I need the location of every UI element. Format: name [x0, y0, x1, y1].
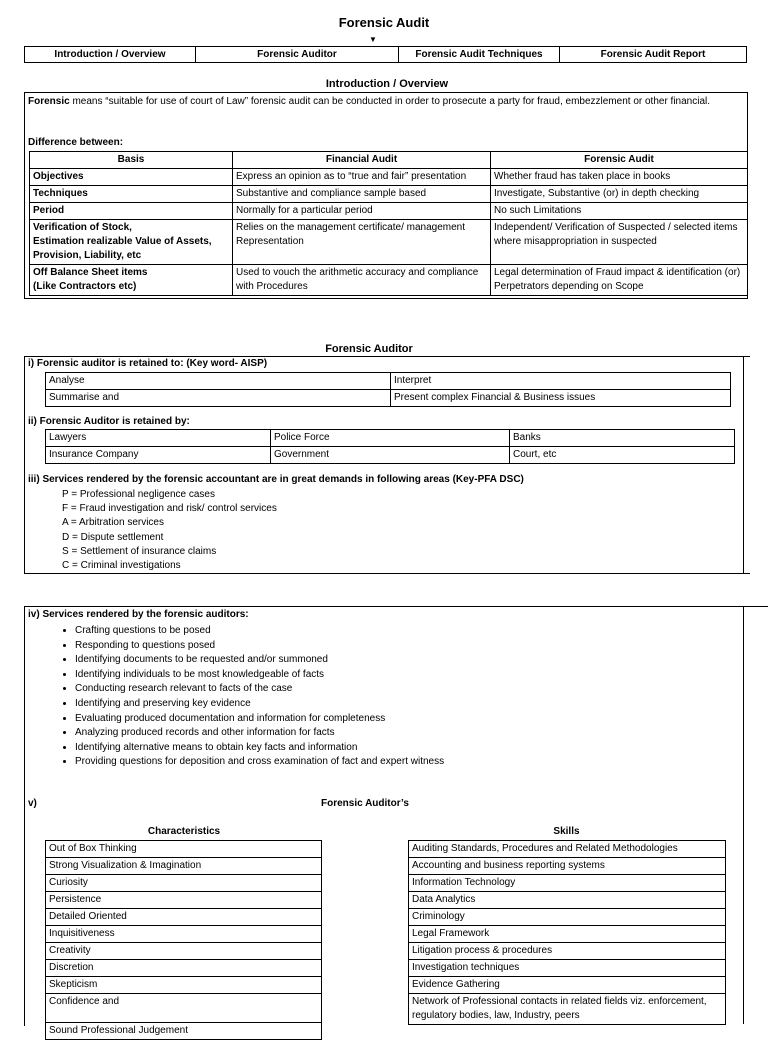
table-row	[409, 960, 726, 977]
cell: Summarise and	[46, 390, 391, 407]
table-row	[409, 977, 726, 994]
services-list	[25, 624, 768, 770]
difference-label: Difference between:	[28, 137, 124, 148]
cell: Litigation process & procedures	[409, 943, 726, 960]
cell: Detailed Oriented	[46, 909, 322, 926]
basis-line: Period	[33, 205, 65, 216]
basis-line: Verification of Stock,	[33, 222, 132, 233]
divider	[743, 606, 744, 1024]
table-row	[409, 858, 726, 875]
definition-term: Forensic	[28, 96, 70, 107]
basis-cell	[30, 186, 233, 203]
col-forensic-audit: Forensic Audit	[491, 152, 748, 169]
difference-table	[29, 151, 748, 296]
cell: Police Force	[271, 430, 510, 447]
auditor-heading: Forensic Auditor	[325, 343, 413, 355]
cell: Banks	[510, 430, 735, 447]
list-item: • Identifying individuals to be most knowledgeable of facts	[75, 668, 768, 683]
list-item: • Conducting research relevant to facts of the case	[75, 682, 768, 697]
list-item: • Crafting questions to be posed	[75, 624, 768, 639]
forensic-cell: No such Limitations	[491, 203, 748, 220]
nav-tab-introduction[interactable]: Introduction / Overview	[25, 47, 196, 63]
characteristics-table	[45, 840, 322, 1040]
retained-to-label: i) Forensic auditor is retained to: (Key word- AISP)	[28, 358, 268, 369]
table-row	[30, 265, 748, 296]
nav-bar	[24, 46, 747, 63]
retained-to-table	[45, 372, 731, 407]
cell: Government	[271, 447, 510, 464]
list-item: • Identifying alternative means to obtain key facts and information	[75, 741, 768, 756]
cell: Lawyers	[46, 430, 271, 447]
cell: Sound Professional Judgement	[46, 1023, 322, 1040]
table-row	[46, 977, 322, 994]
services-label: iv) Services rendered by the forensic auditors:	[28, 609, 249, 620]
cell: Discretion	[46, 960, 322, 977]
cell: Creativity	[46, 943, 322, 960]
table-row	[409, 875, 726, 892]
list-item: P = Professional negligence cases	[62, 489, 215, 500]
cell: Insurance Company	[46, 447, 271, 464]
cell: Out of Box Thinking	[46, 841, 322, 858]
basis-line: Off Balance Sheet items	[33, 267, 148, 278]
list-item: A = Arbitration services	[62, 517, 164, 529]
nav-arrow-icon: ▼	[369, 35, 377, 44]
basis-cell	[30, 265, 233, 296]
nav-tab-techniques[interactable]: Forensic Audit Techniques	[399, 47, 560, 63]
cell: Curiosity	[46, 875, 322, 892]
table-row	[46, 875, 322, 892]
divider	[743, 356, 744, 574]
basis-line: Estimation realizable Value of Assets,	[33, 236, 212, 247]
table-row	[409, 943, 726, 960]
table-row	[409, 841, 726, 858]
financial-cell: Express an opinion as to “true and fair” presentation	[233, 169, 491, 186]
list-item: C = Criminal investigations	[62, 560, 181, 572]
cell: Evidence Gathering	[409, 977, 726, 994]
auditor-section	[24, 356, 750, 574]
services-areas-label: iii) Services rendered by the forensic accountant are in great demands in following areas (Key-PFA DSC)	[28, 474, 524, 485]
table-row	[409, 892, 726, 909]
basis-cell	[30, 220, 233, 265]
basis-cell	[30, 169, 233, 186]
cell: Strong Visualization & Imagination	[46, 858, 322, 875]
table-row	[46, 1023, 322, 1040]
basis-line: Provision, Liability, etc	[33, 250, 142, 261]
list-item: D = Dispute settlement	[62, 531, 164, 543]
list-item: • Identifying documents to be requested and/or summoned	[75, 653, 768, 668]
table-row	[46, 841, 322, 858]
skills-heading: Skills	[553, 826, 580, 837]
cell: Persistence	[46, 892, 322, 909]
forensic-cell: Whether fraud has taken place in books	[491, 169, 748, 186]
skills-table	[408, 840, 726, 1025]
list-item: • Responding to questions posed	[75, 639, 768, 654]
retained-by-label: ii) Forensic Auditor is retained by:	[28, 416, 190, 427]
table-row	[409, 926, 726, 943]
forensic-cell: Independent/ Verification of Suspected / selected items where misappropriation in suspected	[491, 220, 748, 265]
cell: Auditing Standards, Procedures and Related Methodologies	[409, 841, 726, 858]
cell: Network of Professional contacts in related fields viz. enforcement, regulatory bodies, law, Industry, peers	[409, 994, 726, 1025]
basis-line: Techniques	[33, 188, 88, 199]
financial-cell: Substantive and compliance sample based	[233, 186, 491, 203]
forensic-cell: Legal determination of Fraud impact & identification (or) Perpetrators depending on Scope	[491, 265, 748, 296]
financial-cell: Used to vouch the arithmetic accuracy and compliance with Procedures	[233, 265, 491, 296]
definition-text: means “suitable for use of court of Law” forensic audit can be conducted in order to prosecute a party for fraud, embezzlement or other financial.	[69, 96, 711, 107]
characteristics-heading: Characteristics	[147, 826, 221, 837]
financial-cell: Relies on the management certificate/ management Representation	[233, 220, 491, 265]
table-row	[409, 994, 726, 1025]
v-label: v)	[28, 798, 37, 809]
table-row	[46, 943, 322, 960]
forensic-definition	[28, 95, 728, 110]
forensic-cell: Investigate, Substantive (or) in depth checking	[491, 186, 748, 203]
cell: Information Technology	[409, 875, 726, 892]
table-row	[30, 203, 748, 220]
cell: Interpret	[391, 373, 731, 390]
basis-line: (Like Contractors etc)	[33, 281, 137, 292]
table-row	[409, 909, 726, 926]
cell: Analyse	[46, 373, 391, 390]
cell: Inquisitiveness	[46, 926, 322, 943]
cell: Criminology	[409, 909, 726, 926]
col-basis: Basis	[30, 152, 233, 169]
intro-heading: Introduction / Overview	[325, 78, 449, 90]
list-item: • Analyzing produced records and other information for facts	[75, 726, 768, 741]
nav-tab-report[interactable]: Forensic Audit Report	[560, 47, 747, 63]
doc-title: Forensic Audit	[338, 15, 430, 30]
cell: Court, etc	[510, 447, 735, 464]
cell: Confidence and	[46, 994, 322, 1023]
cell: Investigation techniques	[409, 960, 726, 977]
table-row	[46, 994, 322, 1023]
basis-cell	[30, 203, 233, 220]
cell: Accounting and business reporting systems	[409, 858, 726, 875]
retained-by-table	[45, 429, 735, 464]
table-row	[46, 960, 322, 977]
list-item: • Identifying and preserving key evidence	[75, 697, 768, 712]
cell: Data Analytics	[409, 892, 726, 909]
table-row	[46, 909, 322, 926]
list-item: S = Settlement of insurance claims	[62, 545, 217, 557]
services-section	[24, 606, 768, 1036]
cell: Present complex Financial & Business issues	[391, 390, 731, 407]
services-areas-list	[62, 488, 277, 573]
basis-line: Objectives	[33, 171, 84, 182]
list-item: • Evaluating produced documentation and information for completeness	[75, 712, 768, 727]
list-item: F = Fraud investigation and risk/ control services	[62, 503, 277, 515]
cell: Skepticism	[46, 977, 322, 994]
list-item: • Providing questions for deposition and cross examination of fact and expert witness	[75, 755, 768, 770]
table-row	[46, 892, 322, 909]
skills-heading-main: Forensic Auditor’s	[321, 798, 409, 809]
table-row	[46, 858, 322, 875]
table-row	[30, 220, 748, 265]
table-row	[46, 926, 322, 943]
intro-section	[24, 92, 748, 299]
financial-cell: Normally for a particular period	[233, 203, 491, 220]
cell: Legal Framework	[409, 926, 726, 943]
table-row	[30, 186, 748, 203]
nav-tab-forensic-auditor[interactable]: Forensic Auditor	[196, 47, 399, 63]
table-row	[30, 169, 748, 186]
col-financial-audit: Financial Audit	[233, 152, 491, 169]
